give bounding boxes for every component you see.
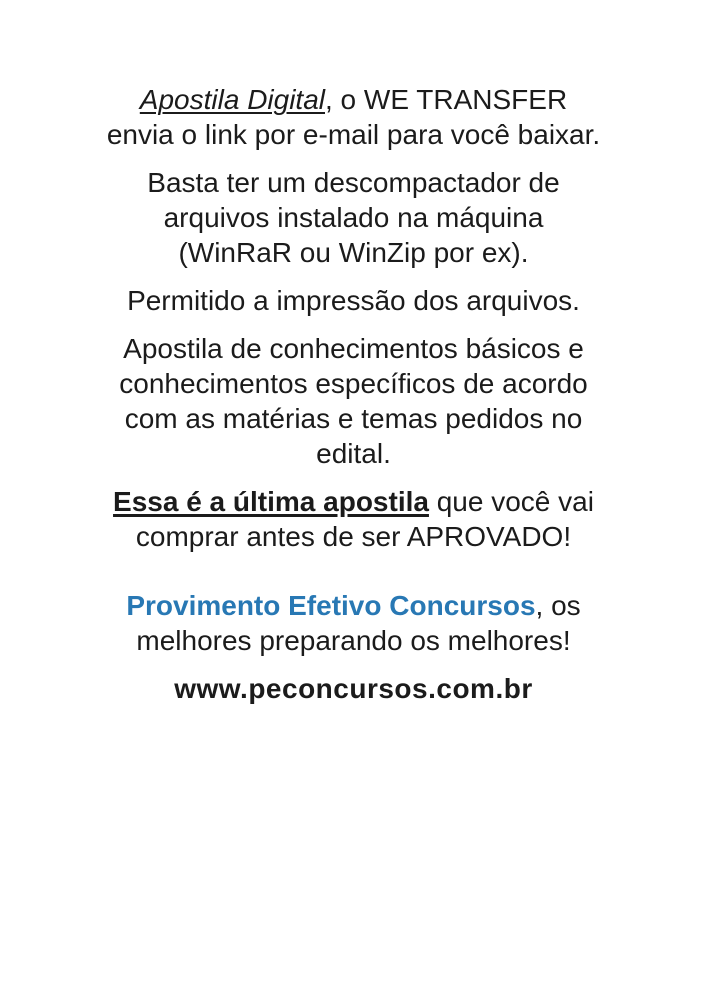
- para-delivery-line-2: envia o link por e-mail para você baixar.: [106, 119, 601, 150]
- para-delivery-line-1-rest: , o WE TRANSFER: [325, 84, 568, 115]
- website-url[interactable]: www.peconcursos.com.br: [174, 673, 533, 704]
- para-slogan-line-1-rest: , os: [535, 590, 581, 621]
- para-slogan-line-2: melhores preparando os melhores!: [136, 625, 571, 656]
- para-content-line-4: edital.: [316, 438, 391, 469]
- para-unzip-requirement: [0, 165, 707, 270]
- para-slogan-line-1: [0, 588, 707, 623]
- para-claim-line-1-rest: que você vai: [428, 486, 594, 517]
- para-content-line-3: com as matérias e temas pedidos no: [124, 403, 583, 434]
- brand-name: Provimento Efetivo Concursos: [126, 590, 536, 621]
- para-content-line-2: conhecimentos específicos de acordo: [119, 368, 588, 399]
- para-unzip-line-2: arquivos instalado na máquina: [163, 202, 544, 233]
- para-brand-slogan: [0, 588, 707, 658]
- para-delivery-info: [0, 82, 707, 152]
- para-claim-line-1: [0, 484, 707, 519]
- para-content-description: [0, 331, 707, 471]
- para-claim-line-2: comprar antes de ser APROVADO!: [135, 521, 572, 552]
- para-delivery-line-1: [0, 82, 707, 117]
- para-print-line-1: Permitido a impressão dos arquivos.: [127, 285, 580, 316]
- para-unzip-line-3: (WinRaR ou WinZip por ex).: [178, 237, 529, 268]
- apostila-digital-emphasis: Apostila Digital: [139, 84, 325, 115]
- para-website: [0, 671, 707, 706]
- para-content-line-1: Apostila de conhecimentos básicos e: [123, 333, 584, 364]
- last-apostila-emphasis: Essa é a última apostila: [113, 486, 429, 517]
- para-unzip-line-1: Basta ter um descompactador de: [147, 167, 560, 198]
- para-print-permission: [0, 283, 707, 318]
- para-last-apostila-claim: [0, 484, 707, 554]
